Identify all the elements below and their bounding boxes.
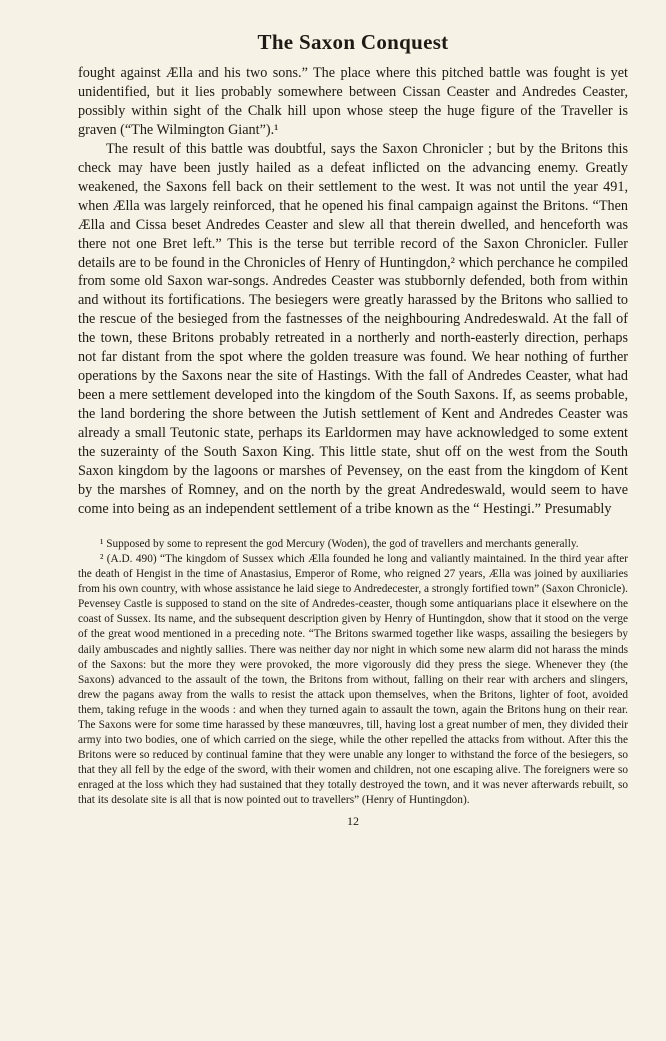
page-number: 12 [347,813,359,828]
footnote: ¹ Supposed by some to represent the god Mercury (Woden), the god of travellers and merchants generally. [100,537,579,550]
running-head: The Saxon Conquest [257,30,449,54]
footnote: ² (A.D. 490) “The kingdom of Sussex which Ælla founded he long and valiantly maintained. In the third year after the death of Hengist in the time of Anastasius, Emperor of Rome, who reigned 27 years, Ælla was joined by auxiliaries from his own country, with whose assistance he laid siege to Andredecester, a strongly fortified town” (Saxon Chronicle). Pevensey Castle is supposed to stand on the site of Andredes-ceaster, though some antiquarians place it elsewhere on the coast of Sussex. Its name, and the subsequent description given by Henry of Huntingdon, show that it stood on the verge of the great wood mentioned in a preceding note. “The Britons swarmed together like wasps, assailing the besiegers by daily ambuscades and nightly sallies. There was neither day nor night in which some new alarm did not harass the minds of the Saxons: but the more they were provoked, the more vigorously did they press the siege. Whenever they (the Saxons) advanced to the assault of the town, the Britons from without, falling on their rear with archers and slingers, drew the pagans away from the walls to resist the attack upon themselves, when the Britons, lighter of foot, avoided them, taking refuge in the woods : and when they turned again to assault the town, again the Britons hung on their rear. The Saxons were for some time harassed by these manœuvres, till, having lost a great number of men, they divided their army into two bodies, one of which carried on the siege, while the other repelled the attacks from without. After this the Britons were so reduced by continual famine that they were unable any longer to withstand the force of the besiegers, so that they all fell by the edge of the sword, with their women and children, not one escaping alive. The foreigners were so enraged at the loss which they had sustained that they totally destroyed the town, and it was never afterwards rebuilt, so that its desolate site is all that is now pointed out to travellers” (Henry of Huntingdon). [78,552,628,807]
body-text [78,64,628,519]
body-paragraph: fought against Ælla and his two sons.” The place where this pitched battle was fought is yet unidentified, but it lies probably somewhere between Cissan Ceaster and Andredes Ceaster, possibly within sight of the Chalk hill upon whose steep the huge figure of the Traveller is graven (“The Wilmington Giant”).¹ [78,65,628,138]
body-paragraph: The result of this battle was doubtful, says the Saxon Chronicler ; but by the Britons this check may have been justly hailed as a defeat inflicted on the advancing enemy. Greatly weakened, the Saxons fell back on their settlement to the west. It was not until the year 491, when Ælla was largely reinforced, that he opened his final campaign against the Britons. “Then Ælla and Cissa beset Andredes Ceaster and slew all that therein dwelled, and henceforth was there not one Bret left.” This is the terse but terrible record of the Saxon Chronicler. Fuller details are to be found in the Chronicles of Henry of Huntingdon,² which perchance he compiled from some old Saxon war-songs. Andredes Ceaster was stubbornly defended, both from within and without its fortifications. The besiegers were greatly harassed by the Britons who sallied to the rescue of the besieged from the fastnesses of the neighbouring Andredeswald. At the fall of the town, these Britons probably retreated in a northerly and north-easterly direction, perhaps not far distant from the spot where the golden treasure was found. We hear nothing of further operations by the Saxons near the site of Hastings. With the fall of Andredes Ceaster, what had been a mere settlement developed into the kingdom of the South Saxons. If, as seems probable, the land bordering the shore between the Jutish settlement of Kent and Andredes Ceaster was already a small Teutonic state, perhaps its Earldormen may have acknowledged to some extent the suzerainty of the South Saxon King. This little state, shut off on the west from the South Saxon kingdom by the lagoons or marshes of Pevensey, on the east from the kingdom of Kent by the marshes of Romney, and on the north by the great Andredeswald, would seem to have come into being as an independent settlement of a tribe known as the “ Hestingi.” Presumably [78,140,628,517]
book-page [78,30,628,829]
footnotes [78,537,628,809]
